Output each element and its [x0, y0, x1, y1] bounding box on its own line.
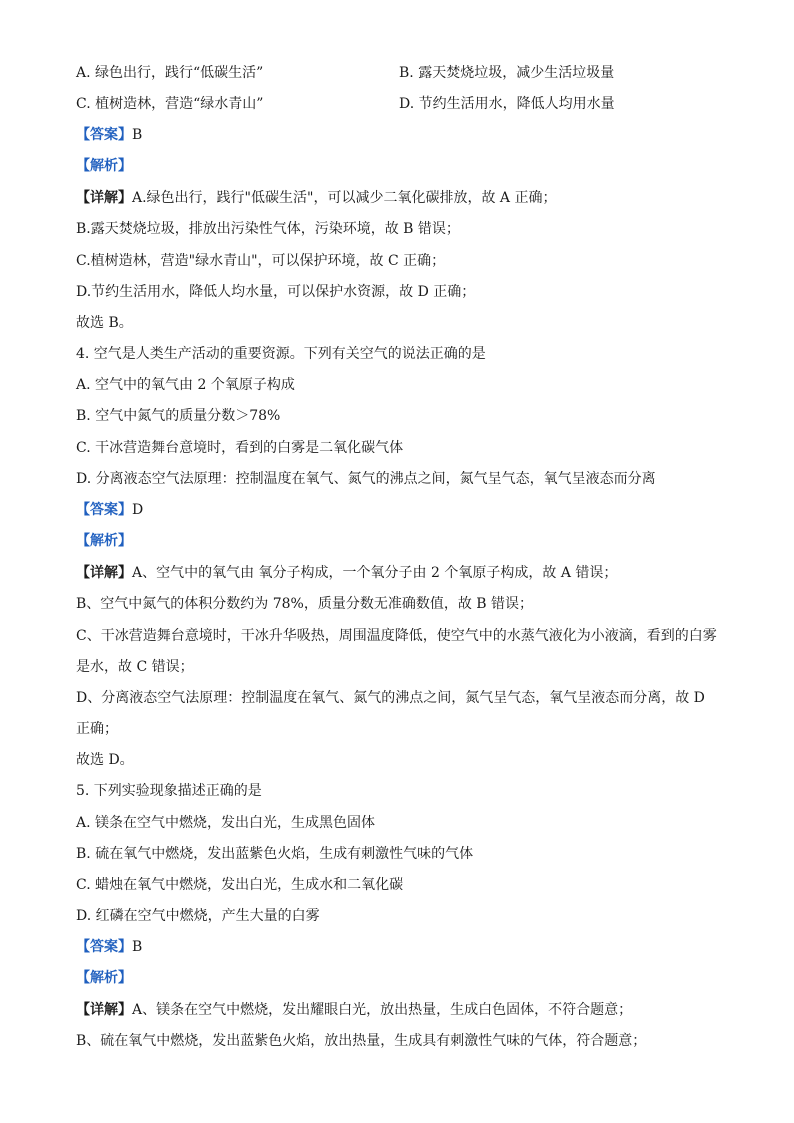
- detail-label: 【详解】: [76, 565, 132, 581]
- q5-option-d: D. 红磷在空气中燃烧，产生大量的白雾: [76, 908, 320, 924]
- q5-answer: [76, 938, 142, 956]
- q3-detail-line-4: D.节约生活用水，降低人均水量，可以保护水资源，故 D 正确；: [76, 284, 476, 300]
- answer-label: 【答案】: [76, 939, 132, 955]
- answer-value: D: [132, 502, 144, 518]
- detail-text: A、空气中的氧气由 氧分子构成，一个氧分子由 2 个氧原子构成，故 A 错误；: [132, 565, 618, 581]
- q3-detail-line-3: C.植树造林，营造"绿水青山"，可以保护环境，故 C 正确；: [76, 253, 446, 269]
- q3-option-c: C. 植树造林，营造“绿水青山”: [76, 96, 264, 112]
- q3-option-b: B. 露天焚烧垃圾，减少生活垃圾量: [399, 65, 615, 81]
- answer-label: 【答案】: [76, 127, 132, 143]
- q4-option-c: C. 干冰营造舞台意境时，看到的白雾是二氧化碳气体: [76, 440, 404, 456]
- q5-detail-line-1: [76, 1001, 632, 1019]
- q4-detail-line-1: [76, 564, 617, 582]
- detail-label: 【详解】: [76, 190, 132, 206]
- answer-label: 【答案】: [76, 502, 132, 518]
- q5-stem: 5. 下列实验现象描述正确的是: [76, 783, 262, 799]
- q4-detail-line-7: 故选 D。: [76, 752, 134, 768]
- detail-label: 【详解】: [76, 1002, 132, 1018]
- q3-analysis-heading: [76, 157, 132, 175]
- q3-detail-line-1: [76, 189, 556, 207]
- q3-detail-line-2: B.露天焚烧垃圾，排放出污染性气体，污染环境，故 B 错误；: [76, 221, 460, 237]
- q4-analysis-heading: [76, 532, 132, 550]
- q4-option-b: B. 空气中氮气的质量分数＞78%: [76, 408, 281, 424]
- q3-detail-line-5: 故选 B。: [76, 315, 133, 331]
- analysis-label: 【解析】: [76, 158, 132, 174]
- q4-detail-line-5: D、分离液态空气法原理：控制温度在氧气、氮气的沸点之间，氮气呈气态，氧气呈液态而分离，故 D: [76, 690, 705, 706]
- q4-detail-line-4: 是水，故 C 错误；: [76, 659, 194, 675]
- q3-option-a: A. 绿色出行，践行“低碳生活”: [76, 65, 264, 81]
- q5-detail-line-2: B、硫在氧气中燃烧，发出蓝紫色火焰，放出热量，生成具有刺激性气味的气体，符合题意；: [76, 1033, 647, 1049]
- q5-option-c: C. 蜡烛在氧气中燃烧，发出白光，生成水和二氧化碳: [76, 877, 404, 893]
- detail-text: A.绿色出行，践行"低碳生活"，可以减少二氧化碳排放，故 A 正确；: [132, 190, 557, 206]
- answer-value: B: [132, 127, 143, 143]
- q5-option-b: B. 硫在氧气中燃烧，发出蓝紫色火焰，生成有刺激性气味的气体: [76, 846, 474, 862]
- q3-answer: [76, 126, 142, 144]
- q3-option-d: D. 节约生活用水，降低人均用水量: [399, 96, 615, 112]
- q4-detail-line-2: B、空气中氮气的体积分数约为 78%，质量分数无准确数值，故 B 错误；: [76, 596, 534, 612]
- answer-value: B: [132, 939, 143, 955]
- q4-option-a: A. 空气中的氧气由 2 个氧原子构成: [76, 377, 295, 393]
- q5-analysis-heading: [76, 969, 132, 987]
- detail-text: A、镁条在空气中燃烧，发出耀眼白光，放出热量，生成白色固体，不符合题意；: [132, 1002, 633, 1018]
- analysis-label: 【解析】: [76, 970, 132, 986]
- q4-stem: 4. 空气是人类生产活动的重要资源。下列有关空气的说法正确的是: [76, 346, 486, 362]
- analysis-label: 【解析】: [76, 533, 132, 549]
- q5-option-a: A. 镁条在空气中燃烧，发出白光，生成黑色固体: [76, 815, 376, 831]
- q4-answer: [76, 501, 143, 519]
- q4-detail-line-3: C、干冰营造舞台意境时，干冰升华吸热，周围温度降低，使空气中的水蒸气液化为小液滴，看到的白雾: [76, 628, 717, 644]
- q4-option-d: D. 分离液态空气法原理：控制温度在氧气、氮气的沸点之间，氮气呈气态，氧气呈液态而分离: [76, 471, 656, 487]
- q4-detail-line-6: 正确；: [76, 721, 118, 737]
